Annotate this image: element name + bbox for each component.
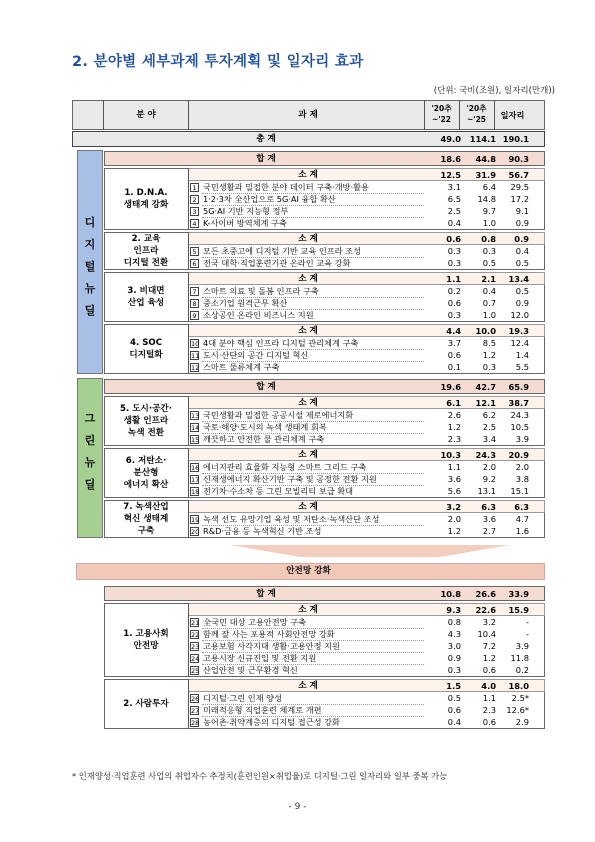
digital-task-value-2: 0.4 [482, 286, 496, 296]
safety-task-value-3: 2.9 [515, 717, 529, 727]
task-number-badge: 1 [190, 183, 199, 192]
task-text: K-사이버 방역체계 구축 [203, 218, 287, 228]
column-divider [188, 448, 189, 498]
safety-task-value-3: - [526, 617, 529, 627]
task-number-badge: 18 [191, 488, 200, 496]
safety-task-value-3: 2.5* [511, 693, 529, 703]
task-text: 중소기업 원격근무 확산 [203, 298, 288, 308]
digital-task-value-1: 0.4 [447, 218, 461, 228]
grand-total-value-1: 49.0 [440, 134, 461, 144]
digital-task-value-3: 12.0 [510, 310, 529, 320]
header-col-2022: '20추~'22 [431, 104, 452, 124]
task-number-badge: 11 [191, 352, 200, 360]
digital-task-value-2: 1.2 [482, 350, 496, 360]
task-text: 농어촌·취약계층의 디지털 접근성 강화 [203, 717, 340, 727]
task-text: 함께 잘 사는 포용적 사회안전망 강화 [203, 629, 335, 639]
digital-task-value-2: 0.3 [482, 246, 496, 256]
digital-task-value-2: 1.0 [482, 310, 496, 320]
digital-task-label [190, 361, 279, 373]
green-side-label: 그린뉴딜 [84, 411, 96, 491]
green-task-label [190, 409, 353, 421]
green-task-label [190, 473, 377, 485]
digital-task-value-1: 0.3 [447, 246, 461, 256]
digital-task-value-1: 3.7 [447, 338, 461, 348]
green-task-label [190, 525, 321, 537]
digital-task-value-3: 17.2 [510, 194, 529, 204]
digital-subtotal-value-2: 10.0 [475, 326, 496, 336]
column-divider [188, 679, 189, 729]
safety-subtotal-value-2: 22.6 [475, 605, 496, 615]
green-subtotal-value-2: 12.1 [475, 398, 496, 408]
task-number-badge: 21 [191, 619, 200, 627]
task-number-badge: 10 [191, 340, 200, 348]
digital-task-value-3: 29.5 [510, 182, 529, 192]
safety-task-value-3: 11.8 [510, 653, 529, 663]
green-task-value-3: 3.8 [515, 474, 529, 484]
digital-task-value-1: 0.6 [447, 350, 461, 360]
task-text: 미래적응형 직업훈련 체계로 개편 [203, 705, 322, 715]
digital-task-value-2: 0.5 [482, 258, 496, 268]
task-number-badge: 9 [190, 311, 199, 320]
digital-subtotal-value-2: 31.9 [475, 170, 496, 180]
safety-total-value-2: 26.6 [475, 588, 496, 599]
digital-subtotal-value-3: 0.9 [514, 234, 529, 244]
safety-total-value-3: 33.9 [508, 588, 529, 599]
green-group-name: 6. 저탄소· 분산형 에너지 확산 [123, 456, 169, 490]
safety-task-value-2: 2.3 [482, 705, 496, 715]
task-text: R&D·금융 등 녹색혁신 기반 조성 [203, 526, 322, 536]
green-task-label [190, 513, 379, 525]
safety-total-value-1: 10.8 [440, 588, 461, 599]
green-subtotal-value-3: 38.7 [508, 398, 529, 408]
safety-task-value-3: 3.9 [515, 641, 529, 651]
task-number-badge: 3 [190, 207, 199, 216]
task-text: 스마트 의료 및 돌봄 인프라 구축 [203, 286, 319, 296]
digital-side-label: 디지털뉴딜 [84, 215, 96, 317]
green-task-value-2: 2.0 [482, 462, 496, 472]
task-text: 산업안전 및 근무환경 혁신 [203, 665, 298, 675]
green-task-label [190, 485, 353, 497]
safety-task-value-2: 1.2 [482, 653, 496, 663]
safety-task-label [190, 704, 322, 716]
digital-subtotal-value-1: 0.6 [446, 234, 461, 244]
task-number-badge: 28 [191, 719, 200, 727]
green-subtotal-value-2: 24.3 [475, 450, 496, 460]
safety-subtotal-value-3: 15.9 [508, 605, 529, 615]
green-task-value-1: 1.2 [447, 526, 461, 536]
task-text: 깨끗하고 안전한 물 관리체계 구축 [203, 434, 325, 444]
task-text: 국민생활과 밀접한 공공시설 제로에너지화 [203, 410, 354, 420]
digital-task-value-3: 9.1 [515, 206, 529, 216]
task-number-badge: 2 [190, 195, 199, 204]
digital-task-value-1: 0.6 [447, 298, 461, 308]
green-task-label [190, 433, 324, 445]
header-col-2025: '20추~'25 [466, 104, 487, 124]
green-subtotal-value-3: 6.3 [514, 502, 529, 512]
green-task-value-3: 10.5 [510, 422, 529, 432]
task-number-badge: 4 [190, 219, 199, 228]
task-text: 국민생활과 밀접한 분야 데이터 구축·개방·활용 [203, 182, 369, 192]
safety-task-value-2: 0.6 [482, 717, 496, 727]
digital-task-value-1: 0.2 [447, 286, 461, 296]
digital-subtotal-value-2: 2.1 [481, 274, 496, 284]
digital-task-value-3: 0.5 [515, 286, 529, 296]
safety-task-value-3: 12.6* [506, 705, 529, 715]
safety-task-value-1: 4.3 [447, 629, 461, 639]
safety-task-value-1: 0.3 [447, 665, 461, 675]
task-number-badge: 20 [191, 528, 200, 536]
task-number-badge: 15 [191, 436, 200, 444]
green-subtotal-value-1: 3.2 [446, 502, 461, 512]
digital-subtotal-label: 소 계 [298, 274, 318, 284]
green-task-label [190, 421, 327, 433]
green-subtotal-value-2: 6.3 [481, 502, 496, 512]
task-text: 소상공인 온라인 비즈니스 지원 [203, 310, 314, 320]
digital-task-label [190, 297, 287, 309]
digital-task-label [190, 205, 288, 217]
safety-task-label [190, 628, 335, 640]
safety-task-label [190, 652, 316, 664]
green-task-value-1: 3.6 [447, 474, 461, 484]
page-number: - 9 - [288, 802, 307, 812]
safety-task-label [190, 692, 282, 704]
task-number-badge: 16 [191, 464, 200, 472]
column-divider [188, 500, 189, 538]
task-text: 고용보험 사각지대 생활·고용안정 지원 [203, 641, 340, 651]
green-subtotal-value-3: 20.9 [508, 450, 529, 460]
digital-task-value-1: 0.3 [447, 258, 461, 268]
digital-task-value-3: 0.4 [515, 246, 529, 256]
safety-task-label [190, 716, 340, 728]
digital-group-name: 1. D.N.A. 생태계 강화 [123, 188, 169, 210]
column-divider [188, 168, 189, 230]
grand-total-value-2: 114.1 [469, 134, 496, 144]
green-subtotal-label: 소 계 [298, 398, 318, 408]
green-task-value-3: 4.7 [515, 514, 529, 524]
green-group-name: 7. 녹색산업 혁신 생태계 구축 [123, 502, 169, 536]
safety-task-label [190, 664, 298, 676]
safety-task-value-1: 0.9 [447, 653, 461, 663]
column-divider [188, 272, 189, 322]
task-text: 1·2·3차 全산업으로 5G·AI 융합 확산 [203, 194, 336, 204]
digital-total-value-2: 44.8 [475, 153, 496, 164]
column-divider [188, 603, 189, 677]
task-text: 전국 대학·직업훈련기관 온라인 교육 강화 [203, 258, 351, 268]
green-task-value-1: 2.6 [447, 410, 461, 420]
digital-task-value-2: 0.7 [482, 298, 496, 308]
header-task: 과 제 [298, 110, 318, 120]
task-number-badge: 19 [191, 516, 200, 524]
task-number-badge: 7 [190, 287, 199, 296]
digital-task-value-3: 1.4 [515, 350, 529, 360]
footnote: * 인재양성·직업훈련 사업의 취업자수 추정치(훈련인원×취업율)로 디지털·그린 일자리와 일부 중복 가능 [72, 771, 448, 781]
digital-subtotal-value-2: 0.8 [481, 234, 496, 244]
task-number-badge: 8 [190, 299, 199, 308]
task-number-badge: 6 [190, 259, 199, 268]
digital-task-value-2: 14.8 [477, 194, 496, 204]
task-text: 全국민 대상 고용안전망 구축 [203, 617, 306, 627]
task-number-badge: 27 [191, 707, 200, 715]
task-number-badge: 14 [191, 424, 200, 432]
green-task-value-2: 2.7 [482, 526, 496, 536]
task-text: 모든 초중고에 디지털 기반 교육 인프라 조성 [203, 246, 361, 256]
digital-task-label [190, 337, 358, 349]
header-col-jobs: 일자리 [500, 110, 525, 120]
digital-task-value-1: 2.5 [447, 206, 461, 216]
digital-task-value-3: 0.9 [515, 298, 529, 308]
task-number-badge: 5 [190, 247, 199, 256]
down-arrow-icon [230, 545, 510, 557]
green-task-value-1: 5.6 [447, 486, 461, 496]
digital-task-value-1: 0.3 [447, 310, 461, 320]
safety-task-label [190, 640, 340, 652]
task-text: 녹색 선도 유망기업 육성 및 저탄소·녹색산단 조성 [203, 514, 380, 524]
digital-total-value-3: 90.3 [508, 153, 529, 164]
digital-task-label [190, 349, 308, 361]
green-total-value-1: 19.6 [440, 381, 461, 392]
digital-subtotal-value-1: 1.1 [446, 274, 461, 284]
digital-task-value-3: 0.9 [515, 218, 529, 228]
safety-group-name: 1. 고용사회 안전망 [123, 629, 169, 651]
safety-subtotal-value-1: 1.5 [446, 681, 461, 691]
safety-task-value-2: 10.4 [477, 629, 496, 639]
digital-task-value-3: 12.4 [510, 338, 529, 348]
task-text: 고용시장 신규진입 및 전환 지원 [203, 653, 317, 663]
digital-group-name: 2. 교육 인프라 디지털 전환 [123, 234, 169, 268]
safety-subtotal-label: 소 계 [298, 605, 318, 615]
safety-group-name: 2. 사람투자 [123, 699, 169, 709]
digital-task-value-2: 8.5 [482, 338, 496, 348]
safety-subtotal-label: 소 계 [298, 681, 318, 691]
digital-task-value-2: 6.4 [482, 182, 496, 192]
safety-task-value-2: 1.1 [482, 693, 496, 703]
digital-task-value-2: 0.3 [482, 362, 496, 372]
task-number-badge: 22 [191, 631, 200, 639]
task-number-badge: 12 [191, 364, 200, 372]
green-task-value-1: 1.2 [447, 422, 461, 432]
safety-task-value-1: 3.0 [447, 641, 461, 651]
digital-subtotal-label: 소 계 [298, 326, 318, 336]
green-task-value-1: 2.0 [447, 514, 461, 524]
green-task-value-3: 15.1 [510, 486, 529, 496]
digital-task-value-3: 0.5 [515, 258, 529, 268]
safety-task-value-1: 0.6 [447, 705, 461, 715]
green-task-value-1: 2.3 [447, 434, 461, 444]
green-subtotal-value-1: 10.3 [440, 450, 461, 460]
green-task-value-2: 3.4 [482, 434, 496, 444]
green-task-value-3: 3.9 [515, 434, 529, 444]
digital-task-value-2: 9.7 [482, 206, 496, 216]
green-task-value-2: 2.5 [482, 422, 496, 432]
safety-task-value-3: - [526, 629, 529, 639]
digital-subtotal-value-1: 4.4 [446, 326, 461, 336]
digital-subtotal-value-3: 19.3 [508, 326, 529, 336]
digital-task-label [190, 217, 287, 229]
task-text: 에너지관리 효율화 지능형 스마트 그리드 구축 [203, 462, 367, 472]
safety-subtotal-value-2: 4.0 [481, 681, 496, 691]
digital-subtotal-label: 소 계 [298, 234, 318, 244]
green-subtotal-value-1: 6.1 [446, 398, 461, 408]
task-number-badge: 26 [191, 695, 200, 703]
task-text: 전기차·수소차 등 그린 모빌리티 보급 확대 [203, 486, 354, 496]
green-task-value-2: 13.1 [477, 486, 496, 496]
digital-task-label [190, 309, 314, 321]
green-task-value-2: 6.2 [482, 410, 496, 420]
digital-task-value-3: 5.5 [515, 362, 529, 372]
column-divider [188, 396, 189, 446]
header-field: 분 야 [136, 110, 156, 120]
digital-task-label [190, 285, 319, 297]
digital-subtotal-label: 소 계 [298, 170, 318, 180]
task-text: 신재생에너지 확산기반 구축 및 공정한 전환 지원 [203, 474, 377, 484]
green-total-value-3: 65.9 [508, 381, 529, 392]
grand-total-label: 총 계 [256, 134, 276, 144]
safety-task-value-1: 0.5 [447, 693, 461, 703]
safety-subtotal-value-1: 9.3 [446, 605, 461, 615]
digital-total-value-1: 18.6 [440, 153, 461, 164]
digital-task-label [190, 193, 336, 205]
digital-group-name: 3. 비대면 산업 육성 [127, 286, 165, 308]
digital-subtotal-value-1: 12.5 [440, 170, 461, 180]
task-number-badge: 24 [191, 655, 200, 663]
green-subtotal-label: 소 계 [298, 450, 318, 460]
task-text: 스마트 물류체계 구축 [203, 362, 280, 372]
task-text: 5G·AI 기반 지능형 정부 [203, 206, 289, 216]
green-total-value-2: 42.7 [475, 381, 496, 392]
safety-task-value-1: 0.4 [447, 717, 461, 727]
task-text: 4대 분야 핵심 인프라 디지털 관리체계 구축 [203, 338, 359, 348]
safety-task-value-2: 3.2 [482, 617, 496, 627]
green-task-label [190, 461, 366, 473]
digital-task-value-1: 6.5 [447, 194, 461, 204]
task-number-badge: 23 [191, 643, 200, 651]
green-task-value-3: 24.3 [510, 410, 529, 420]
task-text: 디지털·그린 인재 양성 [203, 693, 282, 703]
digital-subtotal-value-3: 56.7 [508, 170, 529, 180]
digital-task-value-1: 3.1 [447, 182, 461, 192]
unit-note: (단위: 국비(조원), 일자리(만개)) [433, 86, 555, 96]
digital-task-label [190, 181, 369, 193]
safety-task-value-1: 0.8 [447, 617, 461, 627]
task-text: 도시·산단의 공간 디지털 혁신 [203, 350, 309, 360]
task-number-badge: 17 [191, 476, 200, 484]
green-task-value-2: 9.2 [482, 474, 496, 484]
digital-group-name: 4. SOC 디지털화 [129, 338, 163, 360]
green-task-value-1: 1.1 [447, 462, 461, 472]
task-number-badge: 13 [191, 412, 200, 420]
green-group-name: 5. 도시·공간· 생활 인프라 녹색 전환 [120, 404, 172, 438]
safety-total-label: 합 계 [256, 588, 276, 599]
green-subtotal-label: 소 계 [298, 502, 318, 512]
green-task-value-3: 1.6 [515, 526, 529, 536]
grand-total-value-3: 190.1 [502, 134, 529, 144]
safety-task-value-2: 0.6 [482, 665, 496, 675]
safety-subtotal-value-3: 18.0 [508, 681, 529, 691]
task-text: 국토·해양·도시의 녹색 생태계 회복 [203, 422, 327, 432]
green-total-label: 합 계 [256, 381, 276, 392]
digital-task-value-2: 1.0 [482, 218, 496, 228]
column-divider [188, 232, 189, 270]
safety-task-label [190, 616, 306, 628]
green-task-value-2: 3.6 [482, 514, 496, 524]
digital-task-value-1: 0.1 [447, 362, 461, 372]
digital-task-label [190, 257, 350, 269]
column-divider [188, 324, 189, 374]
task-number-badge: 25 [191, 667, 200, 675]
safety-banner-label: 안전망 강화 [286, 566, 331, 576]
digital-task-label [190, 245, 361, 257]
safety-task-value-3: 0.2 [515, 665, 529, 675]
digital-subtotal-value-3: 13.4 [508, 274, 529, 284]
digital-total-label: 합 계 [256, 153, 276, 164]
section-title: 2. 분야별 세부과제 투자계획 및 일자리 효과 [72, 54, 364, 70]
green-task-value-3: 2.0 [515, 462, 529, 472]
safety-task-value-2: 7.2 [482, 641, 496, 651]
